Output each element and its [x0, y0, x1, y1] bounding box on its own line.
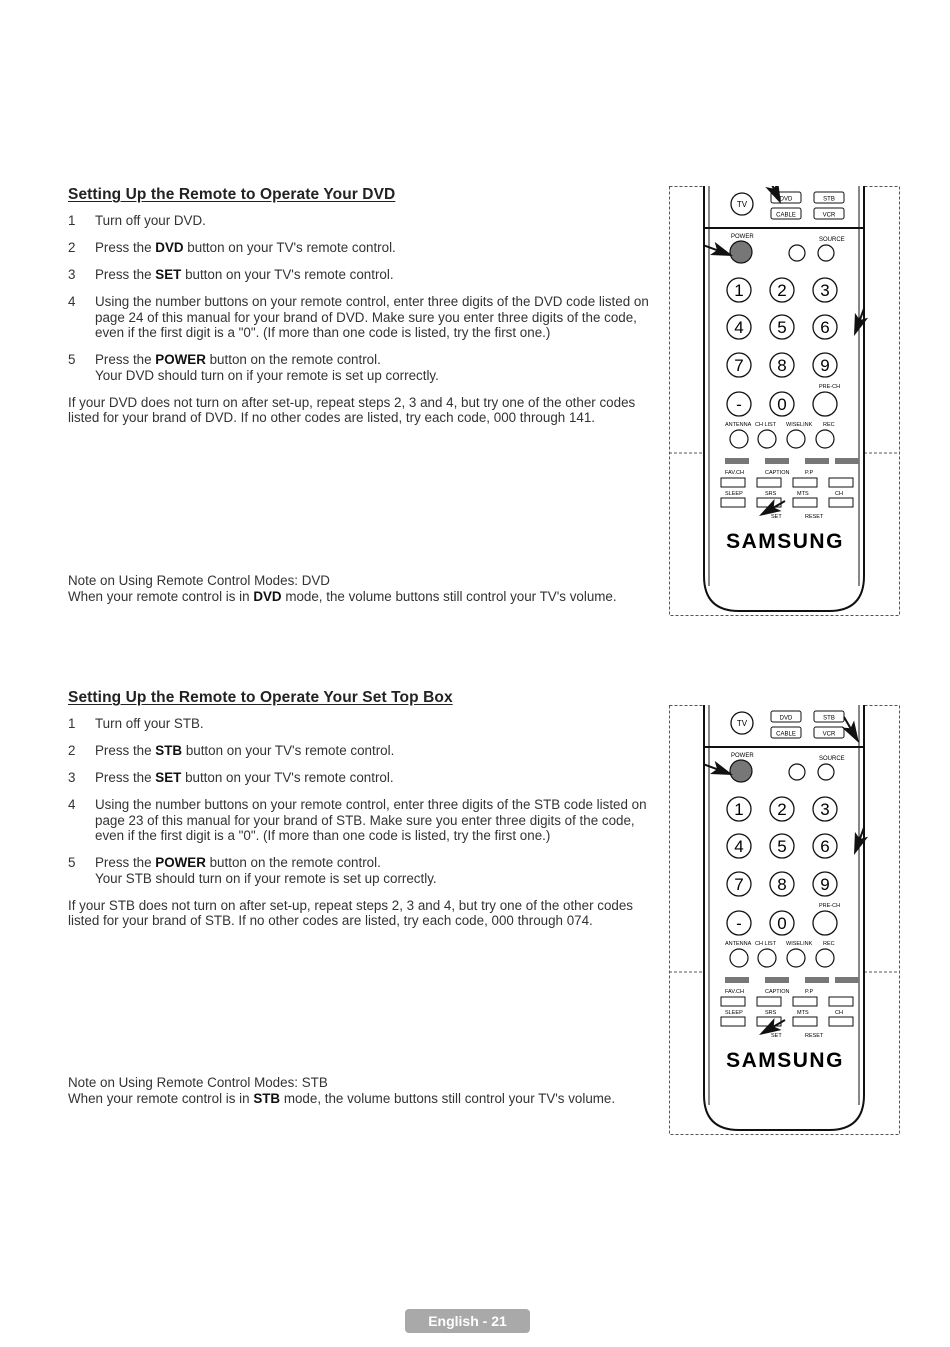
dvd-retry-text: If your DVD does not turn on after set-up, repeat steps 2, 3 and 4, but try one of the other codes listed for your brand of DVD. If no other codes are listed, try each code, 000 through 141.	[68, 394, 636, 425]
lower-label: FAV.CH	[725, 470, 744, 476]
digit-label: 6	[820, 837, 830, 856]
lower-label: P.P	[805, 470, 814, 476]
step-text: Turn off your STB.	[95, 716, 204, 731]
lower-label: MTS	[797, 1010, 809, 1016]
func-button	[787, 949, 805, 967]
power-button	[730, 241, 752, 263]
digit-label: 8	[777, 356, 787, 375]
lower-label: SLEEP	[725, 491, 743, 497]
stb-step-3	[68, 770, 658, 786]
lower-button	[793, 478, 817, 487]
color-button	[765, 458, 789, 464]
stb-section	[68, 689, 658, 929]
color-button	[805, 977, 829, 983]
step-text: Using the number buttons on your remote control, enter three digits of the STB code listed on page 23 of this manual for your brand of STB. Make sure you enter three digits of the code, even if the first digit is a "0". (If more than one code is listed, try the first one.)	[95, 797, 647, 843]
stb-steps	[68, 716, 658, 886]
step-text: Press the POWER button on the remote control. Your DVD should turn on if your remote is set up correctly.	[95, 352, 439, 383]
dvd-steps	[68, 213, 658, 383]
dvd-step-2	[68, 240, 658, 256]
dvd-step-4	[68, 294, 658, 341]
step-number: 5	[68, 352, 76, 367]
step-number: 1	[68, 716, 76, 731]
tv-label: TV	[736, 719, 748, 728]
power-label: POWER	[731, 234, 754, 240]
stb-button-label: STB	[823, 715, 835, 722]
lower-button	[829, 997, 853, 1006]
source-label: SOURCE	[819, 756, 845, 762]
power-button	[730, 760, 752, 782]
digit-label: 0	[777, 914, 787, 933]
dvd-note-title: Note on Using Remote Control Modes: DVD	[68, 573, 330, 588]
lower-label: SLEEP	[725, 1010, 743, 1016]
digit-label: 0	[777, 395, 787, 414]
vcr-button-label: VCR	[822, 731, 836, 738]
remote-svg	[669, 186, 900, 616]
dvd-button-label: DVD	[779, 715, 793, 722]
digit-label: 5	[777, 837, 787, 856]
lower-label: CAPTION	[765, 989, 790, 995]
step-number: 3	[68, 770, 76, 785]
func-button	[730, 949, 748, 967]
prech-label: PRE-CH	[819, 384, 841, 390]
stb-step-1	[68, 716, 658, 732]
stb-step-5	[68, 855, 658, 886]
remote-illustration-dvd	[669, 186, 900, 616]
func-label: WISELINK	[786, 941, 813, 947]
step-number: 5	[68, 855, 76, 870]
func-button	[758, 430, 776, 448]
color-button	[725, 977, 749, 983]
lower-button	[829, 478, 853, 487]
step-text: Using the number buttons on your remote control, enter three digits of the DVD code listed on page 24 of this manual for your brand of DVD. Make sure you enter three digits of the code, even if the first digit is a "0". (If more than one code is listed, try the first one.)	[95, 294, 649, 340]
digit-label: 9	[820, 875, 830, 894]
set-label: SET	[771, 1033, 782, 1039]
set-label: SET	[771, 514, 782, 520]
reset-label: RESET	[805, 1033, 824, 1039]
stb-step-4	[68, 797, 658, 844]
func-label: CH LIST	[755, 941, 777, 947]
digit-label: 2	[777, 281, 787, 300]
lower-label: FAV.CH	[725, 989, 744, 995]
stb-step-2	[68, 743, 658, 759]
lower-button	[829, 498, 853, 507]
samsung-logo: SAMSUNG	[726, 530, 844, 553]
lower-label: CAPTION	[765, 470, 790, 476]
digit-label: 4	[734, 837, 744, 856]
lower-button	[829, 1017, 853, 1026]
lower-button	[721, 1017, 745, 1026]
func-label: ANTENNA	[725, 422, 752, 428]
source-button	[818, 245, 834, 261]
source-label: SOURCE	[819, 237, 845, 243]
color-button	[805, 458, 829, 464]
lower-button	[721, 478, 745, 487]
dvd-button-label: DVD	[779, 196, 793, 203]
digit-label: 3	[820, 281, 830, 300]
lower-button	[793, 1017, 817, 1026]
func-button	[816, 430, 834, 448]
reset-label: RESET	[805, 514, 824, 520]
prech-button	[813, 392, 837, 416]
stb-retry-text: If your STB does not turn on after set-up, repeat steps 2, 3 and 4, but try one of the other codes listed for your brand of STB. If no other codes are listed, try each code, 000 through 074.	[68, 897, 633, 928]
dvd-step-3	[68, 267, 658, 283]
dvd-section	[68, 186, 658, 426]
digit-label: 8	[777, 875, 787, 894]
remote-illustration-stb	[669, 705, 900, 1135]
page-footer: English - 21	[405, 1309, 530, 1333]
step-text: Press the POWER button on the remote control. Your STB should turn on if your remote is set up correctly.	[95, 855, 437, 886]
digit-label: 9	[820, 356, 830, 375]
lower-label: SRS	[765, 491, 777, 497]
step-number: 2	[68, 743, 76, 758]
func-label: ANTENNA	[725, 941, 752, 947]
cable-button-label: CABLE	[776, 212, 796, 219]
step-text: Press the SET button on your TV's remote control.	[95, 267, 394, 282]
digit-label: 2	[777, 800, 787, 819]
step-text: Press the DVD button on your TV's remote control.	[95, 240, 396, 255]
func-label: REC	[823, 422, 835, 428]
digit-label: -	[736, 914, 742, 933]
remote-svg	[669, 705, 900, 1135]
dvd-section-title: Setting Up the Remote to Operate Your DVD	[68, 186, 396, 203]
digit-label: 3	[820, 800, 830, 819]
dvd-note	[68, 573, 668, 604]
func-label: CH LIST	[755, 422, 777, 428]
lower-button	[721, 997, 745, 1006]
step-number: 2	[68, 240, 76, 255]
digit-label: -	[736, 395, 742, 414]
lower-label: CH	[835, 1010, 843, 1016]
func-button	[787, 430, 805, 448]
step-number: 3	[68, 267, 76, 282]
step-number: 1	[68, 213, 76, 228]
color-button	[835, 977, 859, 983]
step-number: 4	[68, 294, 76, 309]
light-button	[789, 764, 805, 780]
samsung-logo: SAMSUNG	[726, 1049, 844, 1072]
func-label: REC	[823, 941, 835, 947]
func-button	[730, 430, 748, 448]
step-text: Press the SET button on your TV's remote control.	[95, 770, 394, 785]
dvd-step-5	[68, 352, 658, 383]
power-label: POWER	[731, 753, 754, 759]
lower-button	[757, 478, 781, 487]
func-button	[758, 949, 776, 967]
func-label: WISELINK	[786, 422, 813, 428]
func-button	[816, 949, 834, 967]
step-text: Press the STB button on your TV's remote control.	[95, 743, 395, 758]
color-button	[725, 458, 749, 464]
stb-note-title: Note on Using Remote Control Modes: STB	[68, 1075, 328, 1090]
lower-button	[721, 498, 745, 507]
prech-button	[813, 911, 837, 935]
stb-note	[68, 1075, 668, 1106]
vcr-button-label: VCR	[822, 212, 836, 219]
lower-label: CH	[835, 491, 843, 497]
lower-label: P.P	[805, 989, 814, 995]
digit-label: 6	[820, 318, 830, 337]
digit-label: 1	[734, 800, 744, 819]
digit-label: 7	[734, 875, 744, 894]
digit-label: 1	[734, 281, 744, 300]
lower-button	[757, 997, 781, 1006]
lower-button	[793, 498, 817, 507]
stb-button-label: STB	[823, 196, 835, 203]
digit-label: 5	[777, 318, 787, 337]
cable-button-label: CABLE	[776, 731, 796, 738]
stb-section-title: Setting Up the Remote to Operate Your Set Top Box	[68, 689, 453, 706]
stb-note-body: When your remote control is in STB mode, the volume buttons still control your TV's volume.	[68, 1090, 616, 1106]
step-number: 4	[68, 797, 76, 812]
lower-button	[793, 997, 817, 1006]
dvd-step-1	[68, 213, 658, 229]
color-button	[765, 977, 789, 983]
source-button	[818, 764, 834, 780]
tv-label: TV	[736, 200, 748, 209]
light-button	[789, 245, 805, 261]
prech-label: PRE-CH	[819, 903, 841, 909]
dvd-note-body: When your remote control is in DVD mode, the volume buttons still control your TV's volume.	[68, 588, 617, 604]
lower-label: SRS	[765, 1010, 777, 1016]
digit-label: 7	[734, 356, 744, 375]
digit-label: 4	[734, 318, 744, 337]
step-text: Turn off your DVD.	[95, 213, 206, 228]
color-button	[835, 458, 859, 464]
lower-label: MTS	[797, 491, 809, 497]
